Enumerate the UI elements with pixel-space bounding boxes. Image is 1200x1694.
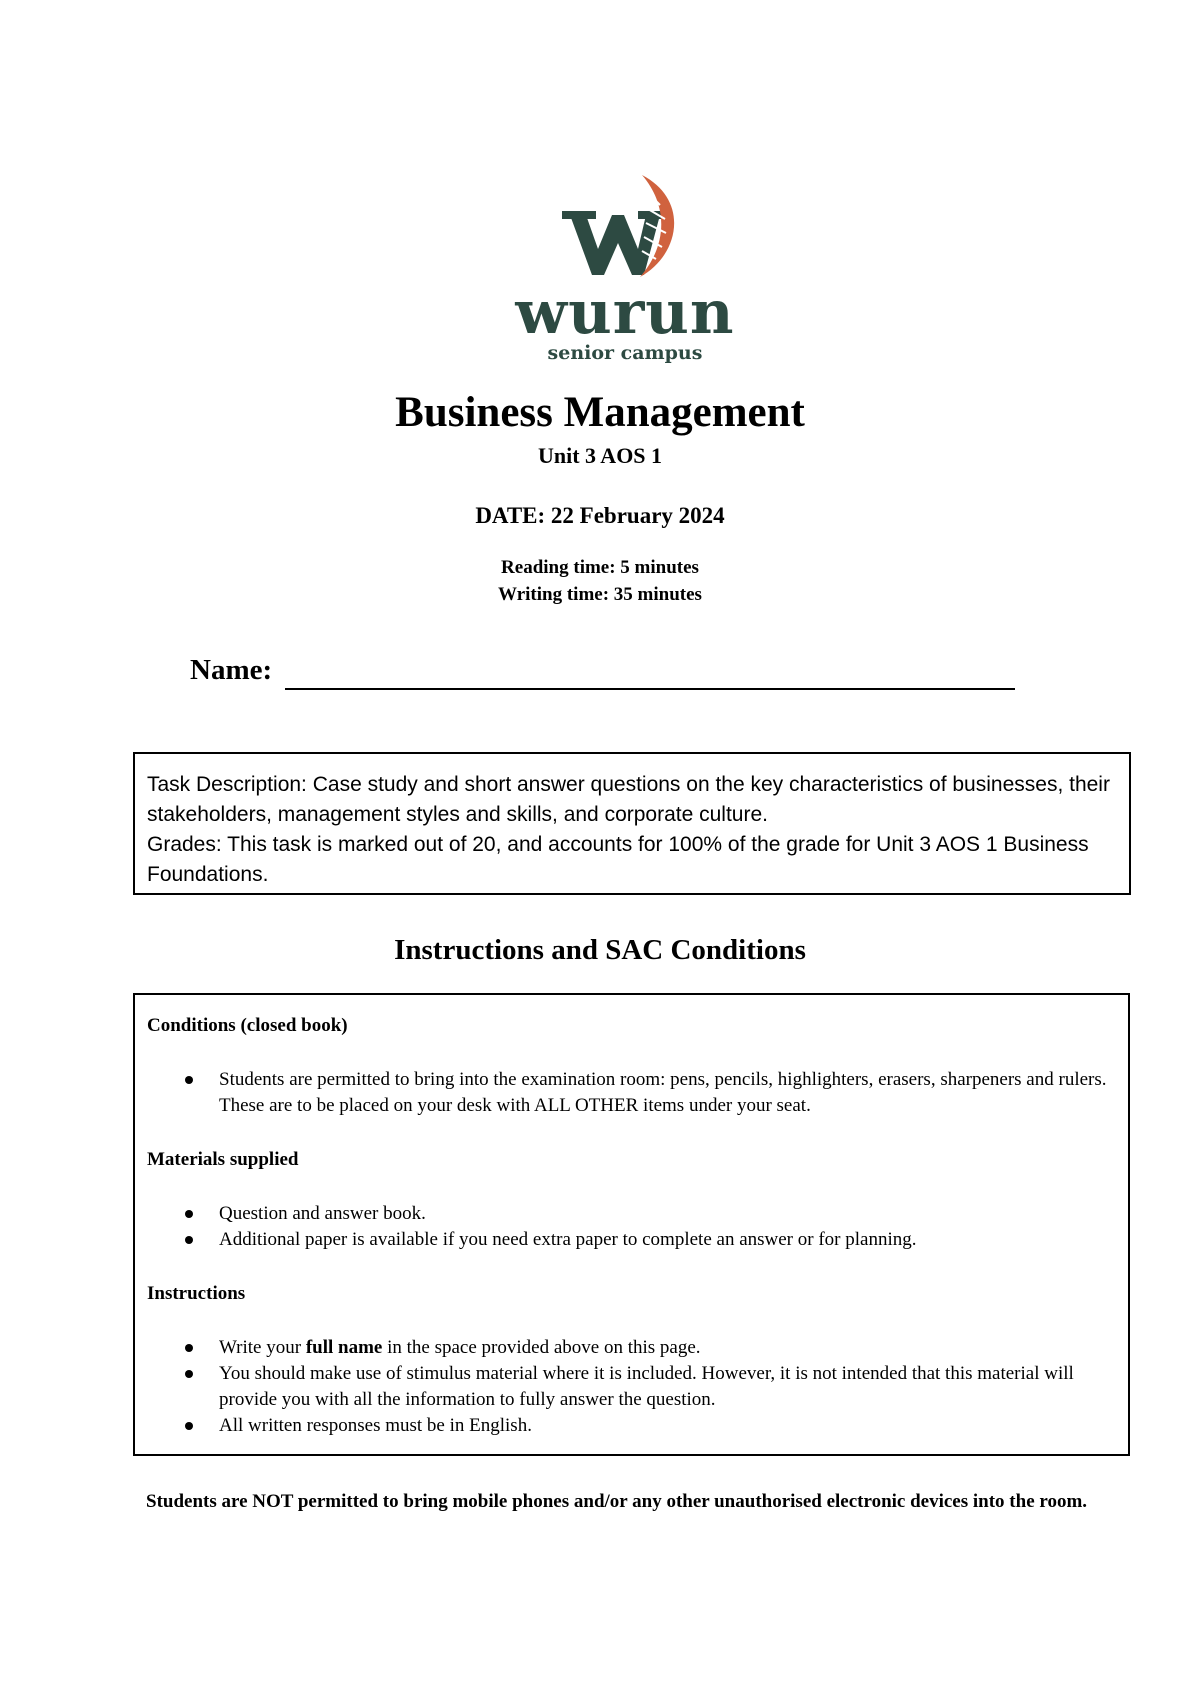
full-name-emphasis: full name — [305, 1337, 383, 1358]
conditions-list — [147, 1067, 1116, 1119]
exam-date: DATE: 22 February 2024 — [475, 503, 725, 528]
device-warning: Students are NOT permitted to bring mobile phones and/or any other unauthorised electronic devices into the room. — [146, 1491, 1088, 1512]
w-leaf-icon — [500, 175, 750, 285]
writing-time: Writing time: 35 minutes — [498, 584, 702, 605]
task-description-box — [133, 752, 1131, 895]
task-grades: Grades: This task is marked out of 20, and accounts for 100% of the grade for Unit 3 AOS 1 Business Foundations. — [147, 833, 1089, 886]
bullet-icon — [185, 1076, 193, 1084]
page-title: Business Management — [395, 389, 805, 436]
conditions-box — [133, 993, 1130, 1456]
logo-subtitle: senior campus — [547, 342, 703, 364]
task-description: Task Description: Case study and short answer questions on the key characteristics of businesses, their stakeholders, management styles and skills, and corporate culture. — [147, 773, 1110, 826]
list-item: You should make use of stimulus material where it is included. However, it is not intended that this material will provide you with all the information to fully answer the question. — [147, 1361, 1116, 1413]
bullet-icon — [185, 1344, 193, 1352]
name-label: Name: — [190, 654, 273, 686]
instructions-subheading: Instructions — [147, 1283, 246, 1304]
school-logo — [500, 175, 750, 370]
list-item: Students are permitted to bring into the examination room: pens, pencils, highlighters, erasers, sharpeners and rulers. These are to be placed on your desk with ALL OTHER items under your seat. — [147, 1067, 1116, 1119]
name-field-line[interactable] — [285, 688, 1015, 690]
conditions-heading: Conditions (closed book) — [147, 1015, 348, 1036]
logo-wordmark: wurun — [515, 278, 735, 348]
unit-label: Unit 3 AOS 1 — [537, 443, 663, 468]
list-item: Write your full name in the space provided above on this page. — [147, 1335, 1116, 1361]
bullet-icon — [185, 1210, 193, 1218]
bullet-icon — [185, 1422, 193, 1430]
instructions-heading: Instructions and SAC Conditions — [394, 934, 806, 966]
list-item: Additional paper is available if you need extra paper to complete an answer or for planning. — [147, 1227, 1116, 1253]
materials-heading: Materials supplied — [147, 1149, 299, 1170]
bullet-icon — [185, 1370, 193, 1378]
materials-list — [147, 1201, 1116, 1253]
instructions-list — [147, 1335, 1116, 1439]
list-item: Question and answer book. — [147, 1201, 1116, 1227]
list-item: All written responses must be in English. — [147, 1413, 1116, 1439]
bullet-icon — [185, 1236, 193, 1244]
reading-time: Reading time: 5 minutes — [501, 557, 699, 578]
